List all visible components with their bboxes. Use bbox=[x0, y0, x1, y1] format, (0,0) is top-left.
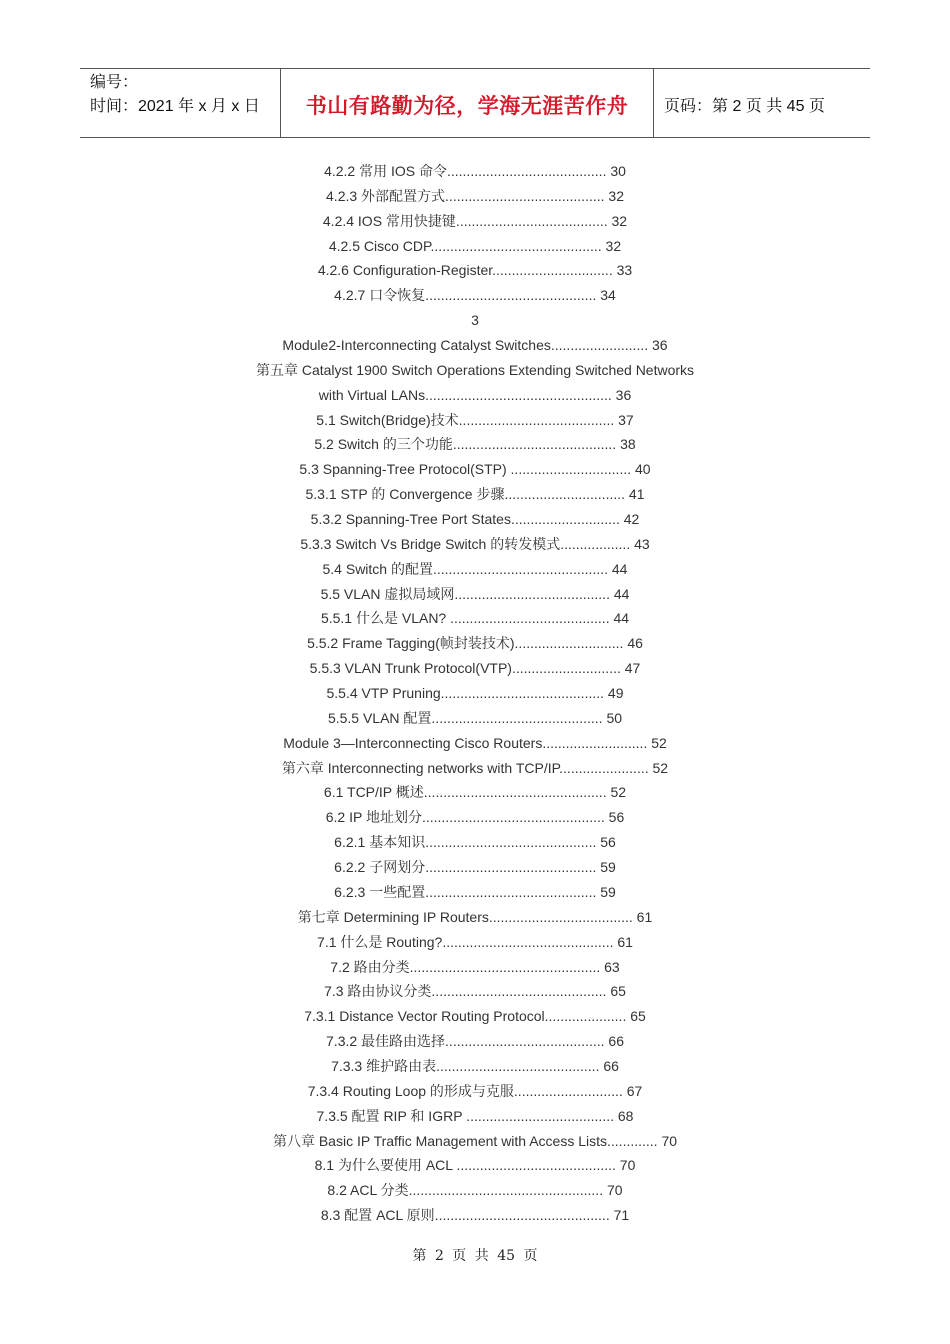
toc-entry[interactable]: 5.5.2 Frame Tagging(帧封装技术)............................ 46 bbox=[307, 635, 643, 652]
toc-entry[interactable]: 6.2.3 一些配置............................................ 59 bbox=[334, 883, 616, 900]
toc-entry[interactable]: 5.4 Switch 的配置............................................. 44 bbox=[322, 560, 628, 577]
toc-entry[interactable]: 7.3.2 最佳路由选择......................................... 66 bbox=[326, 1033, 624, 1050]
toc-entry[interactable]: 6.2.1 基本知识............................................ 56 bbox=[334, 834, 616, 851]
toc-entry[interactable]: 8.1 为什么要使用 ACL ......................................... 70 bbox=[314, 1157, 636, 1174]
toc-entry[interactable]: with Virtual LANs................................................ 36 bbox=[318, 386, 632, 403]
time-label: 时间：2021 年 x 月 x 日 bbox=[90, 98, 260, 115]
toc-entry[interactable]: 5.3.1 STP 的 Convergence 步骤............................... 41 bbox=[305, 486, 645, 503]
toc-entry[interactable]: 8.2 ACL 分类.................................................. 70 bbox=[327, 1182, 623, 1199]
toc-entry[interactable]: 5.2 Switch 的三个功能.......................................... 38 bbox=[314, 436, 636, 453]
toc-entry[interactable]: 5.1 Switch(Bridge)技术........................................ 37 bbox=[316, 411, 634, 428]
toc-entry[interactable]: 4.2.7 口令恢复............................................ 34 bbox=[334, 287, 616, 304]
page-header bbox=[80, 68, 870, 138]
toc-entry[interactable]: 4.2.6 Configuration-Register............................... 33 bbox=[317, 262, 633, 279]
toc-entry[interactable]: Module2-Interconnecting Catalyst Switches......................... 36 bbox=[282, 337, 668, 354]
toc-entry[interactable]: 5.5.1 什么是 VLAN? ......................................... 44 bbox=[320, 610, 630, 627]
toc-entry[interactable]: 5.5.3 VLAN Trunk Protocol(VTP)............................ 47 bbox=[309, 660, 641, 677]
toc-entry[interactable]: 7.3.5 配置 RIP 和 IGRP ...................................... 68 bbox=[316, 1107, 634, 1124]
toc-entry[interactable]: 6.1 TCP/IP 概述............................................... 52 bbox=[323, 784, 627, 801]
toc-entry[interactable]: 5.3.3 Switch Vs Bridge Switch 的转发模式.................. 43 bbox=[300, 535, 650, 552]
toc-entry[interactable]: 5.3.2 Spanning-Tree Port States............................ 42 bbox=[310, 511, 640, 528]
number-label: 编号： bbox=[90, 74, 139, 91]
toc-entry[interactable]: 7.1 什么是 Routing?............................................ 61 bbox=[317, 933, 633, 950]
header-slogan: 书山有路勤为径，学海无涯苦作舟 bbox=[281, 69, 654, 137]
toc-entry[interactable]: 5.5.4 VTP Pruning.......................................... 49 bbox=[326, 685, 624, 702]
toc-entry[interactable]: 7.2 路由分类................................................. 63 bbox=[330, 958, 620, 975]
toc-entry[interactable]: Module 3—Interconnecting Cisco Routers........................... 52 bbox=[283, 734, 667, 751]
toc-entry[interactable]: 第六章 Interconnecting networks with TCP/IP....................... 52 bbox=[281, 759, 669, 776]
toc-entry[interactable]: 5.5.5 VLAN 配置............................................ 50 bbox=[327, 709, 623, 726]
toc-entry[interactable]: 第八章 Basic IP Traffic Management with Access Lists............. 70 bbox=[272, 1132, 678, 1149]
toc-entry[interactable]: 5.5 VLAN 虚拟局域网........................................ 44 bbox=[320, 585, 630, 602]
toc-entry[interactable]: 5.3 Spanning-Tree Protocol(STP) ............................... 40 bbox=[299, 461, 651, 478]
toc-entry[interactable]: 7.3.1 Distance Vector Routing Protocol..................... 65 bbox=[304, 1008, 646, 1025]
toc-entry[interactable]: 7.3 路由协议分类............................................. 65 bbox=[324, 983, 626, 1000]
toc-entry[interactable]: 6.2.2 子网划分............................................ 59 bbox=[334, 859, 616, 876]
header-page-info: 页码：第 2 页 共 45 页 bbox=[664, 97, 825, 115]
toc-entry[interactable]: 6.2 IP 地址划分............................................... 56 bbox=[325, 809, 625, 826]
toc-entry[interactable]: 8.3 配置 ACL 原则............................................. 71 bbox=[320, 1207, 630, 1224]
header-meta bbox=[80, 69, 281, 137]
toc-entry[interactable]: 4.2.2 常用 IOS 命令......................................... 30 bbox=[324, 163, 626, 179]
toc-entry[interactable]: 4.2.5 Cisco CDP............................................ 32 bbox=[328, 237, 622, 254]
page-footer: 第 2 页 共 45 页 bbox=[412, 1248, 538, 1264]
table-of-contents bbox=[0, 159, 950, 1228]
toc-entry[interactable]: 第五章 Catalyst 1900 Switch Operations Extending Switched Networks bbox=[255, 361, 695, 378]
toc-entry[interactable]: 7.3.3 维护路由表.......................................... 66 bbox=[331, 1057, 619, 1074]
toc-entry[interactable]: 7.3.4 Routing Loop 的形成与克服............................ 67 bbox=[307, 1082, 643, 1099]
toc-entry[interactable]: 4.2.3 外部配置方式......................................... 32 bbox=[326, 187, 624, 204]
toc-entry[interactable]: 第七章 Determining IP Routers..................................... 61 bbox=[297, 908, 653, 925]
toc-entry[interactable]: 4.2.4 IOS 常用快捷键....................................... 32 bbox=[322, 212, 628, 229]
toc-entry[interactable]: 3 bbox=[471, 312, 479, 329]
